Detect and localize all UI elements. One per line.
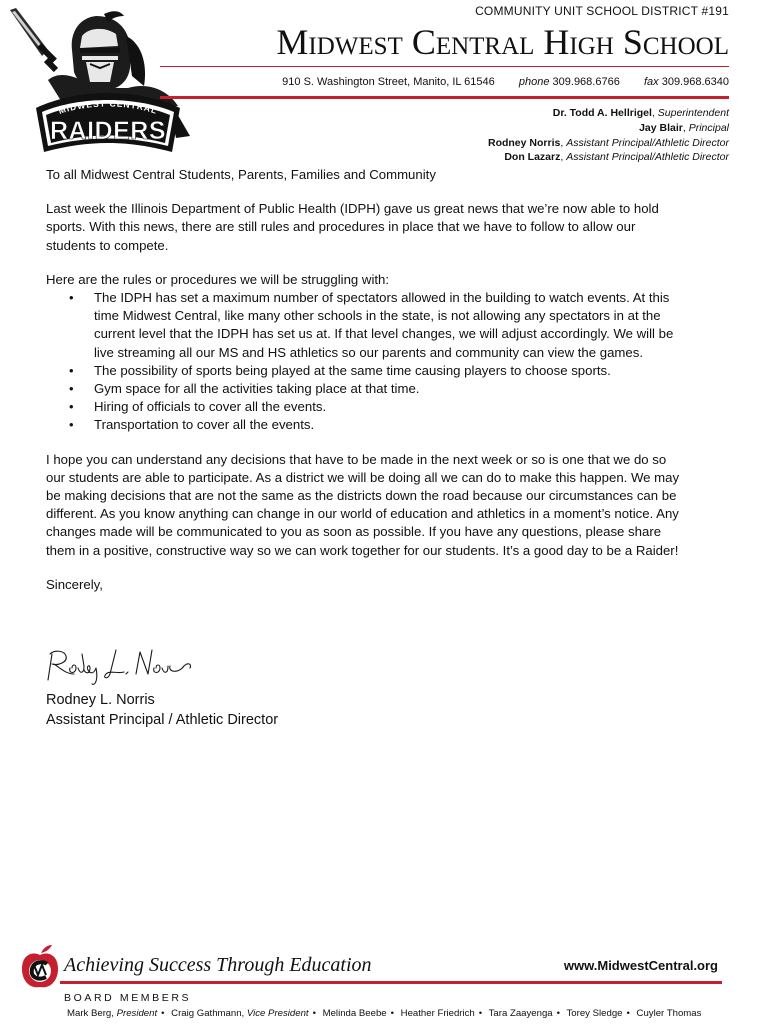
list-item: • Hiring of officials to cover all the events. [94, 398, 686, 416]
rules-intro: Here are the rules or procedures we will be struggling with: [46, 271, 390, 287]
board-member: Mark Berg, President [67, 1008, 158, 1019]
phone-label: phone [518, 76, 550, 88]
school-address: 910 S. Washington Street, Manito, IL 61546 [282, 76, 495, 88]
sword-icon [10, 8, 58, 72]
list-item: • Gym space for all the activities taking place at that time. [94, 380, 686, 398]
header-rule-thick [160, 96, 729, 99]
fax-number: 309.968.6340 [661, 76, 729, 88]
paragraph-closing-body: I hope you can understand any decisions that have to be made in the next week or so is one that we do so our students are able to participate. As a district we will be doing all we can do to make this happen. We may be making decisions that are not the same as the districts down the road because our circumstances can be different. As you know anything can change in our world of education and athletics in a moment’s notice. Any changes made will be communicated to you as soon as possible. If you have any questions, please share them in a positive, constructive way so we can work together for our students. It’s a good day to be a Raider! [46, 451, 680, 558]
admin-row: Dr. Todd A. Hellrigel, Superintendent [552, 107, 729, 119]
logo-wordmark: RAIDERS [49, 117, 167, 145]
phone-number: 309.968.6766 [552, 76, 620, 88]
school-name-text: Midwest Central High School [276, 22, 729, 62]
list-item: • The IDPH has set a maximum number of spectators allowed in the building to watch events. At this time Midwest Central, like many other schools in the state, is not allowing any spectators in at the current level that the IDPH has set us at. If that level changes, we will adjust accordingly. We will be live streaming all our MS and HS athletics so our parents and community can view the games. [94, 289, 686, 362]
raiders-logo [8, 6, 193, 156]
board-member: Craig Gathmann, Vice President [171, 1008, 309, 1019]
footer-rule [60, 981, 722, 984]
board-members-list: Mark Berg, President • Craig Gathmann, Vice President • Melinda Beebe • Heather Friedrich • Tara Zaayenga • Torey Sledge • Cuyler Thomas [67, 1008, 702, 1019]
website-link[interactable]: www.MidwestCentral.org [563, 958, 718, 973]
district-name: COMMUNITY UNIT SCHOOL DISTRICT #191 [475, 4, 729, 18]
rules-list [46, 289, 686, 435]
contact-line [282, 76, 729, 88]
paragraph-intro: Last week the Illinois Department of Public Health (IDPH) gave us great news that we’re now able to hold sports. With this news, there are still rules and procedures in place that we have to follow to allow our students to compete. [46, 201, 659, 253]
header-rule-thin [160, 66, 729, 67]
board-member: Cuyler Thomas [636, 1008, 702, 1019]
apple-c-logo-icon [20, 943, 60, 989]
signer-block [46, 690, 278, 730]
administration-list [488, 106, 729, 165]
board-member: Melinda Beebe [322, 1008, 387, 1019]
admin-row: Jay Blair, Principal [639, 121, 729, 134]
logo-arc-text: MIDWEST CENTRAL [57, 98, 159, 116]
admin-row: Rodney Norris, Assistant Principal/Athletic Director [487, 136, 729, 149]
board-member: Tara Zaayenga [488, 1008, 553, 1019]
letter-body [46, 166, 686, 594]
list-item: • Transportation to cover all the events. [94, 416, 686, 434]
school-name [276, 22, 729, 62]
closing: Sincerely, [46, 576, 103, 592]
signer-title: Assistant Principal / Athletic Director [46, 712, 279, 728]
fax-label: fax [643, 76, 659, 88]
signer-name: Rodney L. Norris [46, 692, 155, 708]
board-heading: BOARD MEMBERS [64, 992, 192, 1004]
school-motto: Achieving Success Through Education [64, 954, 372, 976]
list-item: • The possibility of sports being played at the same time causing players to choose sports. [94, 362, 686, 380]
handwritten-signature [44, 644, 194, 688]
board-member: Torey Sledge [566, 1008, 623, 1019]
board-member: Heather Friedrich [400, 1008, 475, 1019]
salutation: To all Midwest Central Students, Parents, Families and Community [46, 167, 436, 182]
admin-row: Don Lazarz, Assistant Principal/Athletic Director [504, 151, 729, 164]
